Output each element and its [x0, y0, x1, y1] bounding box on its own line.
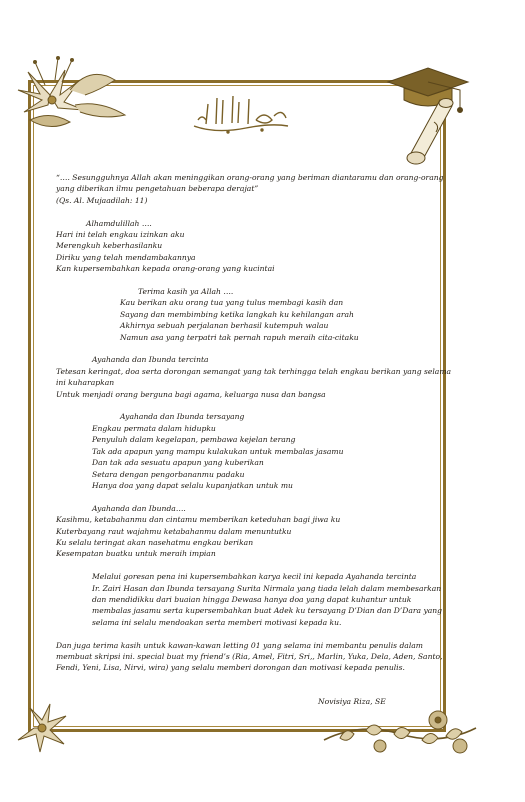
verse-line: Hari ini telah engkau izinkan aku — [56, 230, 185, 240]
verse-line: Tak ada apapun yang mampu kulakukan untuk membalas jasamu — [92, 446, 344, 456]
verse-line: ini kuharapkan — [56, 378, 115, 388]
thanks-line: membuat skripsi ini. special buat my friend’s (Ria, Amel, Fitri, Sri,, Marlin, Yuka, Dela, Aden, Santo, — [56, 651, 443, 661]
dedication-line: selama ini selalu mendoakan serta memberi motivasi kepada ku. — [92, 617, 342, 627]
verse-line: Sayang dan membimbing ketika langkah ku kehilangan arah — [120, 309, 354, 319]
dedication-text — [56, 172, 452, 674]
verse-line: Engkau permata dalam hidupku — [92, 423, 216, 433]
verse-line: Dan tak ada sesuatu apapun yang kuberikan — [92, 458, 264, 468]
author-signature: Novisiya Riza, SE — [318, 697, 386, 706]
thanks-line: Fendi, Yeni, Lisa, Nirvi, wira) yang selalu memberi dorongan dan motivasi kepada penulis. — [56, 663, 405, 673]
dedication-line: Melalui goresan pena ini kupersembahkan karya kecil ini kepada Ayahanda tercinta — [92, 572, 417, 582]
quote-line: yang diberikan ilmu pengetahuan beberapa derajat” — [56, 184, 259, 194]
section-heading: Alhamdulillah …. — [86, 218, 152, 228]
quote-source: (Qs. Al. Mujaadilah: 11) — [56, 195, 148, 205]
verse-line: Akhirnya sebuah perjalanan berhasil kutempuh walau — [120, 321, 329, 331]
verse-line: Merengkuh keberhasilanku — [56, 241, 163, 251]
arabic-calligraphy-bismillah-icon — [186, 90, 296, 136]
section-heading: Ayahanda dan Ibunda tersayang — [120, 412, 245, 422]
section-heading: Ayahanda dan Ibunda…. — [92, 503, 186, 513]
dedication-line: Ir. Zairi Hasan dan Ibunda tersayang Surita Nirmala yang tiada lelah dalam membesarkan — [92, 583, 442, 593]
verse-line: Namun asa yang terpatri tak pernah rapuh meraih cita-citaku — [120, 332, 359, 342]
verse-line: Kesempatan buatku untuk meraih impian — [56, 549, 216, 559]
lily-flower-ornament-icon — [10, 50, 130, 145]
verse-line: Kuterbayang raut wajahmu ketabahanmu dalam menuntutku — [56, 526, 292, 536]
flower-corner-ornament-icon — [12, 700, 72, 755]
section-heading: Terima kasih ya Allah …. — [138, 287, 234, 297]
verse-line: Setara dengan pengorbananmu padaku — [92, 469, 245, 479]
verse-line: Tetesan keringat, doa serta dorongan semangat yang tak terhingga telah engkau berikan yang selama — [56, 366, 452, 376]
floral-garland-ornament-icon — [320, 700, 480, 760]
dedication-line: dan mendidikku dari buaian hingga Dewasa hanya doa yang dapat kuhantur untuk — [92, 594, 412, 604]
graduation-cap-and-diploma-icon — [380, 60, 480, 170]
verse-line: Penyuluh dalam kegelapan, pembawa kejelan terang — [92, 435, 296, 445]
quote-line: “…. Sesungguhnya Allah akan meninggikan orang-orang yang beriman diantaramu dan orang-orang — [56, 173, 444, 182]
verse-line: Ku selalu teringat akan nasehatmu engkau berikan — [56, 537, 254, 547]
thanks-line: Dan juga terima kasih untuk kawan-kawan letting 01 yang selama ini membantu penulis dalam — [56, 640, 423, 650]
section-heading: Ayahanda dan Ibunda tercinta — [92, 355, 209, 365]
verse-line: Hanya doa yang dapat selalu kupanjatkan untuk mu — [92, 480, 293, 490]
verse-line: Kan kupersembahkan kepada orang-orang yang kucintai — [56, 264, 275, 274]
dedication-line: membalas jasamu serta kupersembahkan buat Adek ku tersayang D’Dian dan D’Dara yang — [92, 606, 443, 616]
verse-line: Kasihmu, ketabahanmu dan cintamu memberikan keteduhan bagi jiwa ku — [56, 515, 341, 525]
verse-line: Untuk menjadi orang berguna bagi agama, keluarga nusa dan bangsa — [56, 389, 326, 399]
verse-line: Diriku yang telah mendambakannya — [56, 252, 196, 262]
verse-line: Kau berikan aku orang tua yang tulus membagi kasih dan — [120, 298, 344, 308]
